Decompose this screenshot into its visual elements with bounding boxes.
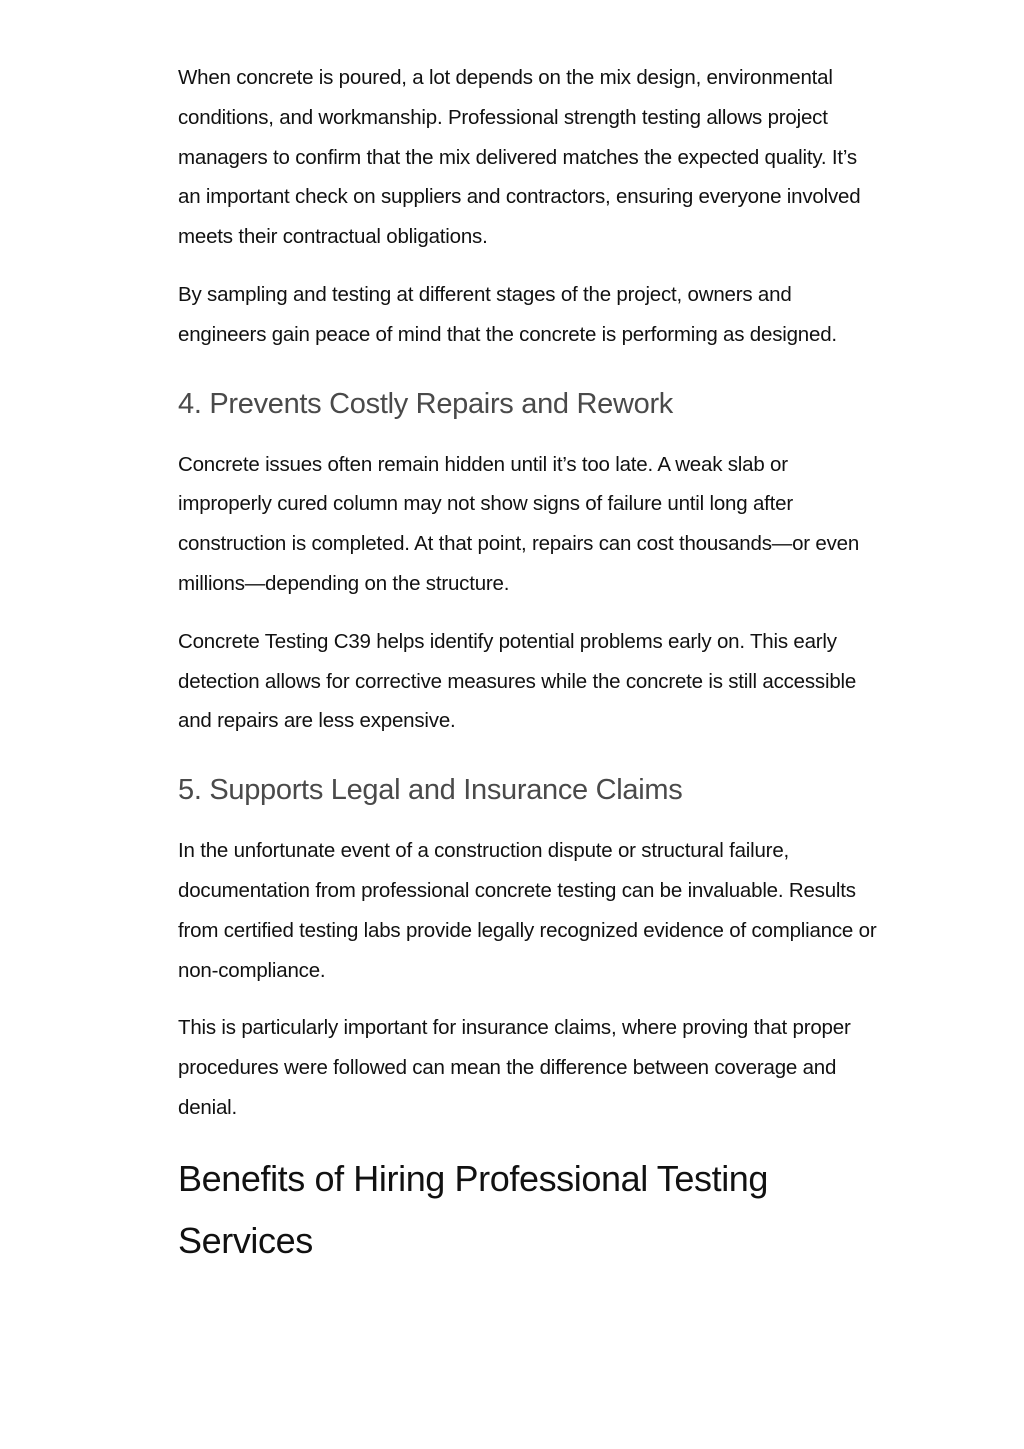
heading-legal-insurance-claims: 5. Supports Legal and Insurance Claims [178, 774, 683, 807]
heading-benefits-professional-testing: Benefits of Hiring Professional Testing Services [178, 1157, 769, 1261]
paragraph-documentation: In the unfortunate event of a construction dispute or structural failure, documentation from professional concrete testing can be invaluable. Results from certified testing labs provide legally recognized evidence of compliance or non-compliance. [178, 839, 877, 982]
paragraph-mix-design: When concrete is poured, a lot depends on the mix design, environmental conditions, and workmanship. Professional strength testing allows project managers to confirm that the mix delivered matches the expected quality. It’s an important check on suppliers and contractors, ensuring everyone involved meets their contractual obligations. [178, 66, 861, 249]
article-body [178, 58, 878, 1272]
paragraph-hidden-issues: Concrete issues often remain hidden until it’s too late. A weak slab or improperly cured column may not show signs of failure until long after construction is completed. At that point, repairs can cost thousands—or even millions—depending on the structure. [178, 452, 860, 595]
paragraph-sampling: By sampling and testing at different stages of the project, owners and engineers gain peace of mind that the concrete is performing as designed. [178, 282, 837, 346]
paragraph-insurance-claims: This is particularly important for insurance claims, where proving that proper procedures were followed can mean the difference between coverage and denial. [178, 1016, 851, 1119]
heading-prevents-costly-repairs: 4. Prevents Costly Repairs and Rework [178, 387, 673, 420]
paragraph-c39-early-detection: Concrete Testing C39 helps identify potential problems early on. This early detection allows for corrective measures while the concrete is still accessible and repairs are less expensive. [178, 629, 857, 733]
